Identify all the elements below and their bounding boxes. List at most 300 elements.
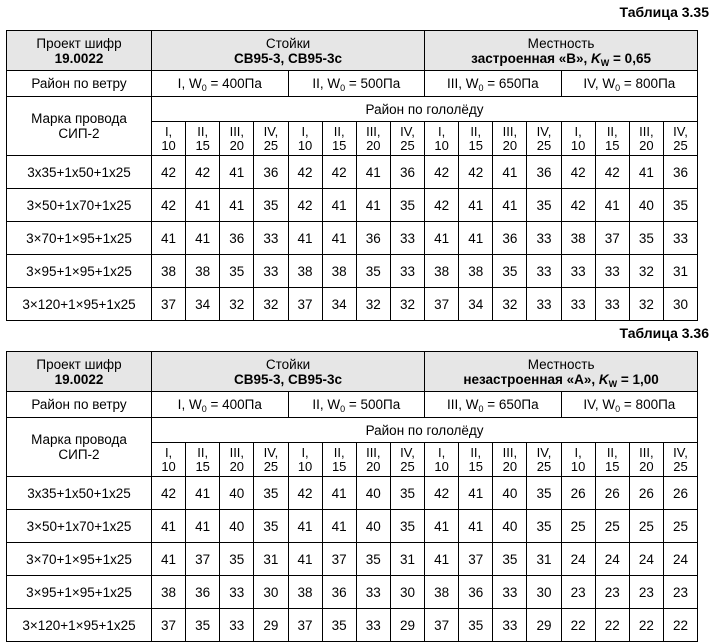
value-cell: 37 — [595, 222, 629, 255]
table-row — [7, 510, 698, 543]
value-cell: 33 — [527, 255, 561, 288]
value-cell: 41 — [493, 156, 527, 189]
value-cell: 41 — [425, 543, 459, 576]
wind-roman: IV — [583, 76, 595, 91]
value-cell: 35 — [390, 477, 424, 510]
table-3-35-number: Таблица 3.35 — [619, 4, 709, 20]
value-cell: 38 — [425, 255, 459, 288]
wind-region: III, $W_0 = 650Па$ — [425, 392, 562, 418]
ice-thickness: 15 — [195, 137, 210, 153]
value-cell: 25 — [629, 510, 663, 543]
wind-roman: I — [177, 76, 182, 91]
value-cell: 24 — [663, 543, 697, 576]
terrain-label: Местность — [527, 35, 595, 51]
value-cell: 38 — [152, 255, 186, 288]
value-cell: 41 — [356, 156, 390, 189]
terrain-cell — [425, 352, 698, 392]
terrain-value — [471, 51, 651, 66]
value-cell: 25 — [595, 510, 629, 543]
value-cell: 33 — [390, 255, 424, 288]
ice-roman: III, — [229, 123, 245, 139]
ice-sub-header — [390, 122, 424, 156]
value-cell: 37 — [322, 543, 356, 576]
value-cell: 33 — [220, 609, 254, 642]
ice-roman: II, — [197, 123, 209, 139]
ice-roman: III, — [366, 444, 381, 460]
ice-sub-header — [595, 122, 629, 156]
value-cell: 41 — [459, 189, 493, 222]
value-cell: 41 — [186, 189, 220, 222]
ice-sub-header — [459, 443, 493, 477]
table-row — [7, 543, 698, 576]
value-cell: 33 — [356, 576, 390, 609]
value-cell: 33 — [527, 288, 561, 321]
ice-thickness: 15 — [605, 137, 620, 153]
value-cell: 38 — [186, 255, 220, 288]
table-row — [7, 609, 698, 642]
value-cell: 42 — [152, 189, 186, 222]
value-cell: 40 — [356, 510, 390, 543]
ice-sub-header — [356, 443, 390, 477]
value-cell: 23 — [561, 576, 595, 609]
value-cell: 37 — [425, 609, 459, 642]
table-3-35 — [6, 30, 698, 321]
wire-label-2: СИП-2 — [58, 126, 100, 141]
ice-sub-header — [186, 443, 220, 477]
ice-sub-header — [322, 443, 356, 477]
value-cell: 31 — [390, 543, 424, 576]
value-cell: 33 — [254, 222, 288, 255]
wind-roman: II — [312, 397, 320, 412]
value-cell: 41 — [186, 222, 220, 255]
ice-thickness: 20 — [639, 458, 654, 474]
ice-thickness: 20 — [366, 137, 381, 153]
value-cell: 41 — [152, 543, 186, 576]
value-cell: 26 — [663, 477, 697, 510]
ice-roman: III, — [366, 123, 381, 139]
ice-thickness: 15 — [605, 458, 620, 474]
value-cell: 42 — [288, 189, 322, 222]
value-cell: 35 — [527, 510, 561, 543]
value-cell: 32 — [629, 255, 663, 288]
ice-thickness: 25 — [263, 458, 279, 474]
value-cell: 35 — [663, 189, 697, 222]
value-cell: 22 — [629, 609, 663, 642]
ice-sub-header — [663, 122, 697, 156]
ice-label: Район по гололёду — [152, 97, 698, 122]
value-cell: 23 — [629, 576, 663, 609]
value-cell: 41 — [356, 189, 390, 222]
value-cell: 35 — [629, 222, 663, 255]
table-row — [7, 255, 698, 288]
terrain-cell — [425, 31, 698, 71]
value-cell: 41 — [425, 222, 459, 255]
wind-value: = 400Па — [206, 397, 262, 412]
value-cell: 31 — [254, 543, 288, 576]
ice-roman: II, — [333, 123, 345, 139]
ice-thickness: 10 — [297, 137, 313, 153]
ice-thickness: 20 — [502, 458, 518, 474]
value-cell: 33 — [493, 609, 527, 642]
value-cell: 41 — [220, 189, 254, 222]
ice-roman: II, — [333, 444, 345, 460]
wind-label: Район по ветру — [7, 392, 152, 418]
ice-roman: II, — [606, 444, 618, 460]
project-code: 19.0022 — [54, 371, 104, 387]
value-cell: 42 — [152, 477, 186, 510]
wire-mark: 3×70+1×95+1х25 — [7, 543, 152, 576]
value-cell: 22 — [561, 609, 595, 642]
value-cell: 35 — [356, 255, 390, 288]
value-cell: 41 — [322, 222, 356, 255]
value-cell: 36 — [220, 222, 254, 255]
ice-thickness: 25 — [400, 458, 415, 474]
value-cell: 42 — [595, 156, 629, 189]
wind-region: I, $W_0 = 400Па$ — [152, 392, 289, 418]
ice-sub-header — [356, 122, 390, 156]
value-cell: 30 — [254, 576, 288, 609]
value-cell: 33 — [595, 288, 629, 321]
ice-thickness: 25 — [263, 137, 279, 153]
value-cell: 41 — [493, 189, 527, 222]
wire-mark: 3×120+1×95+1х25 — [7, 288, 152, 321]
wind-sub: 0 — [615, 83, 621, 93]
ice-sub-header — [425, 122, 459, 156]
ice-sub-header — [186, 122, 220, 156]
value-cell: 38 — [152, 576, 186, 609]
value-cell: 35 — [527, 477, 561, 510]
ice-thickness: 10 — [161, 137, 176, 153]
value-cell: 41 — [288, 222, 322, 255]
wind-region: I, $W_0 = 400Па$ — [152, 71, 289, 97]
wind-label: Район по ветру — [7, 71, 152, 97]
value-cell: 33 — [595, 255, 629, 288]
value-cell: 35 — [254, 189, 288, 222]
table-row — [7, 156, 698, 189]
value-cell: 35 — [220, 543, 254, 576]
value-cell: 37 — [152, 609, 186, 642]
value-cell: 41 — [288, 543, 322, 576]
value-cell: 35 — [493, 255, 527, 288]
value-cell: 22 — [595, 609, 629, 642]
value-cell: 30 — [663, 288, 697, 321]
value-cell: 41 — [322, 189, 356, 222]
value-cell: 40 — [356, 477, 390, 510]
value-cell: 36 — [254, 156, 288, 189]
value-cell: 41 — [322, 477, 356, 510]
ice-roman: I, — [437, 123, 446, 139]
poles-label: Стойки — [265, 356, 311, 372]
value-cell: 41 — [629, 156, 663, 189]
k-symbol: K — [591, 50, 601, 66]
value-cell: 32 — [493, 288, 527, 321]
value-cell: 35 — [220, 255, 254, 288]
wind-sub: 0 — [478, 83, 484, 93]
ice-roman: IV, — [536, 444, 552, 460]
value-cell: 34 — [322, 288, 356, 321]
project-label: Проект шифр — [36, 35, 122, 51]
value-cell: 32 — [220, 288, 254, 321]
wind-value: = 800Па — [620, 397, 676, 412]
value-cell: 26 — [561, 477, 595, 510]
ice-roman: II, — [197, 444, 209, 460]
ice-sub-header — [254, 443, 288, 477]
value-cell: 29 — [527, 609, 561, 642]
ice-thickness: 15 — [331, 137, 347, 153]
wind-sub: 0 — [340, 83, 346, 93]
value-cell: 38 — [288, 255, 322, 288]
value-cell: 41 — [186, 477, 220, 510]
ice-sub-header — [629, 122, 663, 156]
value-cell: 42 — [459, 156, 493, 189]
ice-thickness: 25 — [673, 458, 688, 474]
value-cell: 38 — [288, 576, 322, 609]
wind-roman: IV — [583, 397, 595, 412]
value-cell: 33 — [663, 222, 697, 255]
value-cell: 41 — [220, 156, 254, 189]
value-cell: 25 — [663, 510, 697, 543]
value-cell: 38 — [561, 222, 595, 255]
value-cell: 25 — [561, 510, 595, 543]
value-cell: 42 — [186, 156, 220, 189]
value-cell: 41 — [459, 222, 493, 255]
ice-roman: IV, — [263, 123, 279, 139]
ice-thickness: 25 — [673, 137, 688, 153]
wind-row — [7, 392, 698, 418]
wire-mark: 3×95+1×95+1х25 — [7, 576, 152, 609]
ice-sub-header — [493, 122, 527, 156]
value-cell: 32 — [356, 288, 390, 321]
table-3-36 — [6, 351, 698, 642]
value-cell: 24 — [561, 543, 595, 576]
wire-mark: 3×50+1х70+1х25 — [7, 510, 152, 543]
value-cell: 26 — [629, 477, 663, 510]
value-cell: 41 — [152, 510, 186, 543]
ice-sub-header — [425, 443, 459, 477]
wind-roman: II — [312, 76, 320, 91]
ice-roman: III, — [639, 444, 654, 460]
value-cell: 32 — [254, 288, 288, 321]
header-row — [7, 31, 698, 71]
value-cell: 40 — [493, 510, 527, 543]
value-cell: 29 — [254, 609, 288, 642]
value-cell: 36 — [493, 222, 527, 255]
value-cell: 35 — [356, 543, 390, 576]
ice-thickness: 15 — [468, 458, 483, 474]
wire-mark-header — [7, 97, 152, 156]
wire-mark: 3×50+1х70+1х25 — [7, 189, 152, 222]
ice-sub-header — [288, 122, 322, 156]
ice-sub-header — [322, 122, 356, 156]
value-cell: 42 — [425, 156, 459, 189]
value-cell: 30 — [390, 576, 424, 609]
ice-sub-header — [561, 122, 595, 156]
value-cell: 33 — [493, 576, 527, 609]
poles-value: СВ95-3, СВ95-3с — [234, 50, 343, 66]
terrain-label: Местность — [527, 356, 595, 372]
value-cell: 38 — [459, 255, 493, 288]
wind-value: = 500Па — [345, 397, 401, 412]
ice-roman: I, — [437, 444, 446, 460]
value-cell: 37 — [425, 288, 459, 321]
value-cell: 42 — [561, 189, 595, 222]
value-cell: 40 — [220, 477, 254, 510]
ice-roman: IV, — [673, 444, 688, 460]
table-row — [7, 222, 698, 255]
value-cell: 37 — [186, 543, 220, 576]
value-cell: 35 — [186, 609, 220, 642]
value-cell: 36 — [459, 576, 493, 609]
wind-value: = 650Па — [483, 76, 539, 91]
terrain-value — [463, 372, 658, 387]
wire-mark: 3х35+1х50+1х25 — [7, 156, 152, 189]
ice-thickness: 25 — [400, 137, 415, 153]
value-cell: 36 — [186, 576, 220, 609]
ice-thickness: 15 — [331, 458, 347, 474]
ice-thickness: 10 — [570, 137, 586, 153]
project-code: 19.0022 — [54, 50, 104, 66]
wind-value: = 800Па — [620, 76, 676, 91]
value-cell: 37 — [288, 288, 322, 321]
k-subscript: W — [608, 378, 618, 389]
ice-thickness: 10 — [434, 458, 449, 474]
wind-region: II, $W_0 = 500Па$ — [288, 71, 425, 97]
value-cell: 42 — [425, 477, 459, 510]
ice-roman: I, — [164, 123, 173, 139]
wind-row — [7, 71, 698, 97]
value-cell: 36 — [390, 156, 424, 189]
wind-sub: 0 — [201, 404, 207, 414]
ice-sub-header — [152, 122, 186, 156]
ice-sub-header — [561, 443, 595, 477]
value-cell: 38 — [425, 576, 459, 609]
value-cell: 42 — [425, 189, 459, 222]
ice-roman: I, — [574, 123, 582, 139]
value-cell: 41 — [459, 477, 493, 510]
value-cell: 32 — [390, 288, 424, 321]
table-row — [7, 477, 698, 510]
ice-thickness: 25 — [536, 137, 552, 153]
value-cell: 41 — [425, 510, 459, 543]
wind-value: = 500Па — [345, 76, 401, 91]
value-cell: 40 — [493, 477, 527, 510]
wire-label-1: Марка провода — [31, 432, 127, 447]
wire-mark: 3х35+1х50+1х25 — [7, 477, 152, 510]
value-cell: 38 — [322, 255, 356, 288]
ice-roman: IV, — [263, 444, 279, 460]
value-cell: 23 — [663, 576, 697, 609]
poles-cell — [152, 31, 425, 71]
ice-sub-header — [220, 443, 254, 477]
ice-sub-header — [390, 443, 424, 477]
ice-roman: IV, — [673, 123, 688, 139]
ice-roman: III, — [639, 123, 654, 139]
value-cell: 33 — [527, 222, 561, 255]
ice-roman: IV, — [400, 444, 415, 460]
wire-label-1: Марка провода — [31, 111, 127, 126]
value-cell: 40 — [629, 189, 663, 222]
ice-thickness: 15 — [468, 137, 483, 153]
project-label: Проект шифр — [36, 356, 122, 372]
value-cell: 42 — [288, 156, 322, 189]
ice-roman: II, — [606, 123, 618, 139]
value-cell: 35 — [254, 477, 288, 510]
table-row — [7, 288, 698, 321]
value-cell: 29 — [390, 609, 424, 642]
ice-thickness: 20 — [502, 137, 518, 153]
ice-sub-header — [527, 122, 561, 156]
ice-sub-header — [493, 443, 527, 477]
poles-value: СВ95-3, СВ95-3с — [234, 371, 343, 387]
ice-sub-header — [629, 443, 663, 477]
ice-roman: III, — [502, 444, 518, 460]
wind-roman: I — [177, 397, 182, 412]
ice-roman: I, — [301, 123, 309, 139]
ice-sub-header — [459, 122, 493, 156]
ice-thickness: 10 — [297, 458, 313, 474]
ice-roman: IV, — [400, 123, 415, 139]
ice-roman: I, — [574, 444, 582, 460]
ice-thickness: 10 — [570, 458, 586, 474]
value-cell: 36 — [663, 156, 697, 189]
value-cell: 36 — [356, 222, 390, 255]
ice-sub-header — [254, 122, 288, 156]
value-cell: 36 — [322, 576, 356, 609]
value-cell: 42 — [561, 156, 595, 189]
ice-label-row — [7, 97, 698, 122]
wind-region: IV, $W_0 = 800Па$ — [561, 392, 698, 418]
wind-region: III, $W_0 = 650Па$ — [425, 71, 562, 97]
wire-mark: 3×95+1×95+1х25 — [7, 255, 152, 288]
ice-thickness: 20 — [366, 458, 381, 474]
value-cell: 37 — [152, 288, 186, 321]
value-cell: 35 — [322, 609, 356, 642]
value-cell: 33 — [356, 609, 390, 642]
ice-sub-header — [527, 443, 561, 477]
terrain-prefix: незастроенная «А», — [463, 371, 599, 387]
table-3-36-number: Таблица 3.36 — [619, 325, 709, 341]
value-cell: 26 — [595, 477, 629, 510]
value-cell: 31 — [663, 255, 697, 288]
wire-mark: 3×70+1×95+1х25 — [7, 222, 152, 255]
value-cell: 41 — [288, 510, 322, 543]
ice-roman: I, — [301, 444, 309, 460]
ice-thickness: 20 — [229, 458, 245, 474]
value-cell: 41 — [152, 222, 186, 255]
ice-sub-header — [220, 122, 254, 156]
project-cell — [7, 352, 152, 392]
k-value: = 1,00 — [617, 371, 659, 387]
ice-label-row — [7, 418, 698, 443]
wire-mark: 3×120+1×95+1х25 — [7, 609, 152, 642]
poles-cell — [152, 352, 425, 392]
value-cell: 42 — [288, 477, 322, 510]
wind-region: II, $W_0 = 500Па$ — [288, 392, 425, 418]
wind-region: IV, $W_0 = 800Па$ — [561, 71, 698, 97]
value-cell: 24 — [629, 543, 663, 576]
value-cell: 37 — [288, 609, 322, 642]
ice-sub-header — [152, 443, 186, 477]
value-cell: 41 — [186, 510, 220, 543]
value-cell: 42 — [322, 156, 356, 189]
value-cell: 22 — [663, 609, 697, 642]
value-cell: 41 — [595, 189, 629, 222]
ice-roman: IV, — [536, 123, 552, 139]
ice-sub-header — [288, 443, 322, 477]
ice-label: Район по гололёду — [152, 418, 698, 443]
ice-roman: II, — [470, 444, 482, 460]
ice-thickness: 20 — [229, 137, 245, 153]
